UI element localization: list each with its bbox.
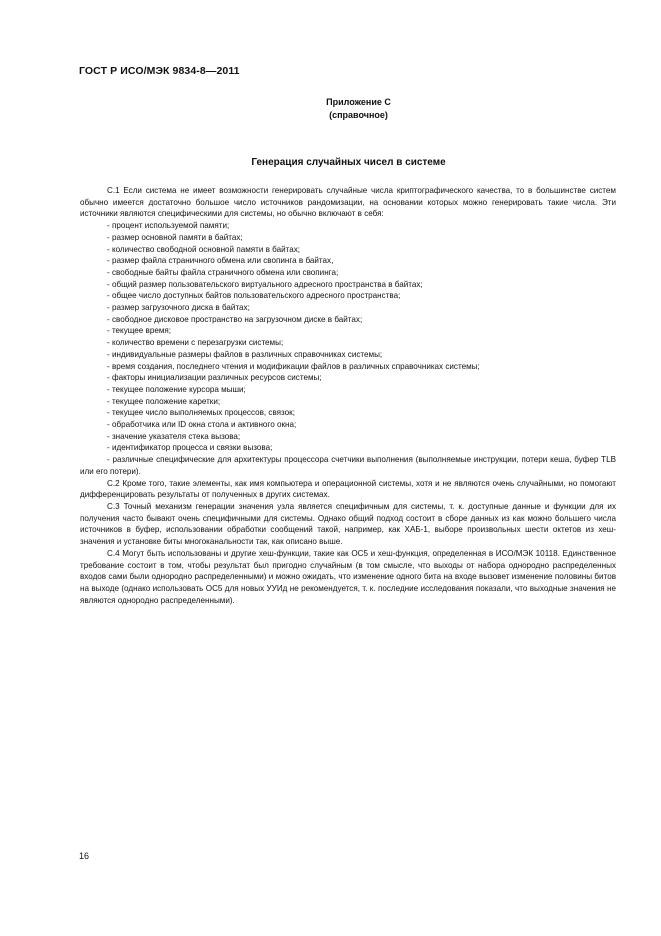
list-item: - текущее положение курсора мыши; [107, 384, 246, 394]
list-item: - идентификатор процесса и связки вызова; [107, 443, 273, 453]
document-body [80, 185, 616, 606]
list-item: - размер загрузочного диска в байтах; [107, 303, 250, 313]
list-item: - время создания, последнего чтения и модификации файлов в различных справочниках системы; [107, 361, 480, 371]
list-item-last: - различные специфические для архитектуры процессора счетчики выполнения (выполняемые инструкции, потери кеша, буфер TLB или его потери). [80, 455, 616, 476]
document-header: ГОСТ Р ИСО/МЭК 9834-8—2011 [79, 65, 240, 77]
annex-label: Приложение С [326, 97, 391, 107]
list-item: - количество свободной основной памяти в байтах; [107, 244, 301, 254]
page-number: 16 [79, 851, 90, 861]
paragraph-c4: С.4 Могут быть использованы и другие хеш-функции, такие как ОС5 и хеш-функция, определенная в ИСО/МЭК 10118. Единственное требование состоит в том, чтобы результат был пригодно случайным (в том смысле, что выходы от набора однородно распределенных входов сами были однородно распределенными) и можно ожидать, что изменение одного бита на входе вызовет изменение половины битов на выходе (однако использовать ОС5 для новых УУИд не рекомендуется, т. к. последние исследования показали, что выходные значения не являются однородно распределенными). [80, 548, 616, 605]
list-item: - процент используемой памяти; [107, 221, 230, 231]
list-item: - индивидуальные размеры файлов в различных справочниках системы; [107, 349, 383, 359]
paragraph-c3: С.3 Точный механизм генерации значения узла является специфичным для системы, т. к. доступные данные и функции для их получения часто бывают очень специфичными для системы. Однако общий подход состоит в сборе данных из как можно большего числа источников в буфер, использовании обработки сообщений такой, например, как ХАБ-1, выборе произвольных шести октетов из хеш-значения и установке биты многоканальности так, как описано выше. [80, 501, 616, 547]
list-item: - текущее число выполняемых процессов, связок; [107, 408, 295, 418]
paragraph-c2: С.2 Кроме того, такие элементы, как имя компьютера и операционной системы, хотя и не являются очень случайными, но помогают дифференцировать результаты от полученных в других системах. [80, 478, 616, 500]
list-item: - размер файла страничного обмена или свопинга в байтах, [107, 256, 334, 266]
list-item: - количество времени с перезагрузки системы; [107, 338, 284, 348]
list-item: - текущее положение каретки; [107, 396, 221, 406]
list-item: - размер основной памяти в байтах; [107, 232, 243, 242]
list-item: - общий размер пользовательского виртуального адресного пространства в байтах; [107, 279, 423, 289]
section-title-text: Генерация случайных чисел в системе [251, 157, 446, 168]
list-item: - факторы инициализации различных ресурсов системы; [107, 373, 322, 383]
section-title [0, 157, 661, 168]
list-item: - текущее время; [107, 326, 172, 336]
list-item: - общее число доступных байтов пользовательского адресного пространства; [107, 291, 401, 301]
list-item: - свободное дисковое пространство на загрузочном диске в байтах; [107, 314, 363, 324]
paragraph-c1: С.1 Если система не имеет возможности генерировать случайные числа криптографического качества, то в большинстве систем обычно имеется достаточно большое число источников рандомизации, на основании которых можно генерировать такие числа. Эти источники являются специфическими для системы, но обычно включают в себя: [80, 186, 616, 219]
list-item: - свободные байты файла страничного обмена или свопинга; [107, 267, 339, 277]
annex-type: (справочное) [329, 110, 388, 120]
list-item: - значение указателя стека вызова; [107, 431, 241, 441]
list-item: - обработчика или ID окна стола и активного окна; [107, 420, 297, 430]
